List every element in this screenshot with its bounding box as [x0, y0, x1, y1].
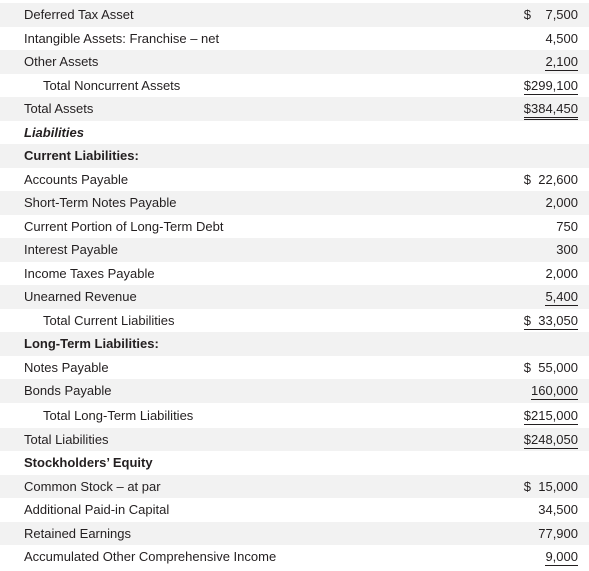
row-total-noncurrent-assets [0, 74, 589, 98]
section-heading: Liabilities [24, 124, 84, 140]
row-amount: $ 15,000 [523, 478, 578, 494]
row-common-stock [0, 475, 589, 499]
row-total-current-liabilities [0, 309, 589, 333]
row-label: Other Assets [24, 54, 99, 69]
row-amount: 5,400 [545, 289, 578, 304]
row-amount: $ 22,600 [523, 171, 578, 187]
row-amount: $ 55,000 [523, 359, 578, 375]
row-additional-paid-in-capital [0, 498, 589, 522]
row-label: Income Taxes Payable [24, 265, 155, 281]
row-label: Total Noncurrent Assets [43, 77, 181, 93]
row-label: Additional Paid-in Capital [24, 502, 170, 517]
row-accounts-payable [0, 168, 589, 192]
row-amount: $215,000 [523, 408, 578, 423]
row-amount: 750 [556, 218, 578, 234]
row-amount: 160,000 [531, 383, 578, 398]
row-label: Total Long-Term Liabilities [43, 408, 194, 423]
row-label: Accounts Payable [24, 171, 129, 187]
row-label: Retained Earnings [24, 525, 131, 541]
row-deferred-tax-asset [0, 3, 589, 27]
row-label: Unearned Revenue [24, 289, 137, 304]
row-income-taxes-payable [0, 262, 589, 286]
row-label: Notes Payable [24, 359, 109, 375]
row-current-portion-ltd [0, 215, 589, 239]
row-total-long-term-liabilities [0, 404, 589, 428]
row-label: Accumulated Other Comprehensive Income [24, 549, 277, 564]
row-amount: 9,000 [545, 549, 578, 564]
subheading-stockholders-equity [0, 451, 589, 475]
subheading: Current Liabilities: [24, 148, 139, 163]
row-amount: 2,100 [545, 54, 578, 69]
row-short-term-notes-payable [0, 191, 589, 215]
row-amount: 300 [556, 242, 578, 257]
row-amount: $384,450 [524, 100, 578, 120]
row-interest-payable [0, 238, 589, 262]
row-amount: $299,100 [523, 77, 578, 93]
row-label: Intangible Assets: Franchise – net [24, 30, 220, 46]
row-amount: $ 7,500 [523, 7, 578, 22]
row-label: Total Current Liabilities [43, 312, 175, 328]
row-accumulated-oci [0, 545, 589, 569]
row-total-liabilities [0, 428, 589, 452]
row-notes-payable [0, 356, 589, 380]
row-label: Bonds Payable [24, 383, 112, 398]
row-amount: 2,000 [545, 195, 578, 210]
row-amount: 4,500 [545, 30, 578, 46]
subheading: Long-Term Liabilities: [24, 336, 159, 351]
row-intangible-assets [0, 27, 589, 51]
subheading-current-liabilities [0, 144, 589, 168]
subheading-long-term-liabilities [0, 332, 589, 356]
row-retained-earnings [0, 522, 589, 546]
row-amount: 2,000 [545, 265, 578, 281]
row-label: Current Portion of Long-Term Debt [24, 218, 224, 234]
row-amount: 77,900 [538, 525, 578, 541]
row-label: Total Liabilities [24, 431, 109, 447]
row-bonds-payable [0, 379, 589, 403]
row-label: Interest Payable [24, 242, 118, 257]
row-amount: 34,500 [538, 502, 578, 517]
row-label: Total Assets [24, 101, 94, 116]
row-label: Deferred Tax Asset [24, 7, 134, 22]
subheading: Stockholders’ Equity [24, 455, 153, 470]
row-unearned-revenue [0, 285, 589, 309]
row-label: Common Stock – at par [24, 478, 161, 494]
row-label: Short-Term Notes Payable [24, 195, 177, 210]
section-heading-liabilities [0, 121, 589, 145]
row-amount: $ 33,050 [523, 312, 578, 328]
row-total-assets [0, 97, 589, 121]
row-amount: $248,050 [523, 431, 578, 447]
row-other-assets [0, 50, 589, 74]
